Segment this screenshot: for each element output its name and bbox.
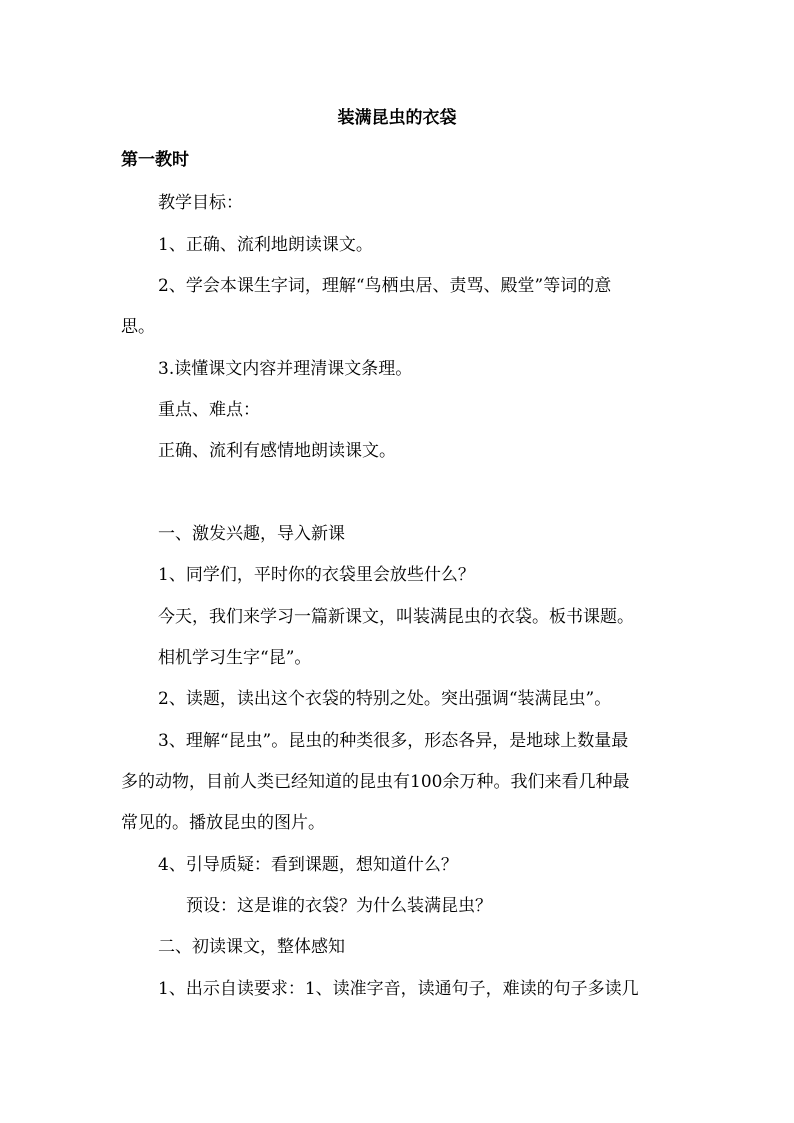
paragraph-line: 4、引导质疑：看到课题，想知道什么？ xyxy=(158,855,458,875)
paragraph-line: 今天，我们来学习一篇新课文，叫装满昆虫的衣袋。板书课题。 xyxy=(158,607,634,627)
paragraph-line: 二、初读课文，整体感知 xyxy=(158,937,345,957)
paragraph-line: 3、理解“昆虫”。昆虫的种类很多，形态各异，是地球上数量最 xyxy=(158,731,629,751)
paragraph-line: 思。 xyxy=(121,317,155,337)
document-title: 装满昆虫的衣袋 xyxy=(337,108,457,128)
paragraph-line: 常见的。播放昆虫的图片。 xyxy=(121,813,325,833)
section-heading: 第一教时 xyxy=(121,150,189,170)
paragraph-line: 2、读题，读出这个衣袋的特别之处。突出强调“装满昆虫”。 xyxy=(158,689,612,709)
paragraph-line: 1、正确、流利地朗读课文。 xyxy=(158,235,373,255)
paragraph-line: 预设：这是谁的衣袋？为什么装满昆虫？ xyxy=(186,896,492,916)
paragraph-line: 多的动物，目前人类已经知道的昆虫有100余万种。我们来看几种最 xyxy=(121,772,630,792)
paragraph-line: 相机学习生字“昆”。 xyxy=(158,648,312,668)
paragraph-line: 3.读懂课文内容并理清课文条理。 xyxy=(158,359,413,379)
paragraph-line: 1、同学们，平时你的衣袋里会放些什么？ xyxy=(158,565,475,585)
paragraph-line: 正确、流利有感情地朗读课文。 xyxy=(158,441,396,461)
paragraph-line: 一、激发兴趣，导入新课 xyxy=(158,524,345,544)
paragraph-line: 重点、难点： xyxy=(158,400,260,420)
paragraph-line: 教学目标： xyxy=(158,193,243,213)
paragraph-line: 1、出示自读要求：1、读准字音，读通句子，难读的句子多读几 xyxy=(158,979,639,999)
paragraph-line: 2、学会本课生字词，理解“鸟栖虫居、责骂、殿堂”等词的意 xyxy=(158,276,612,296)
